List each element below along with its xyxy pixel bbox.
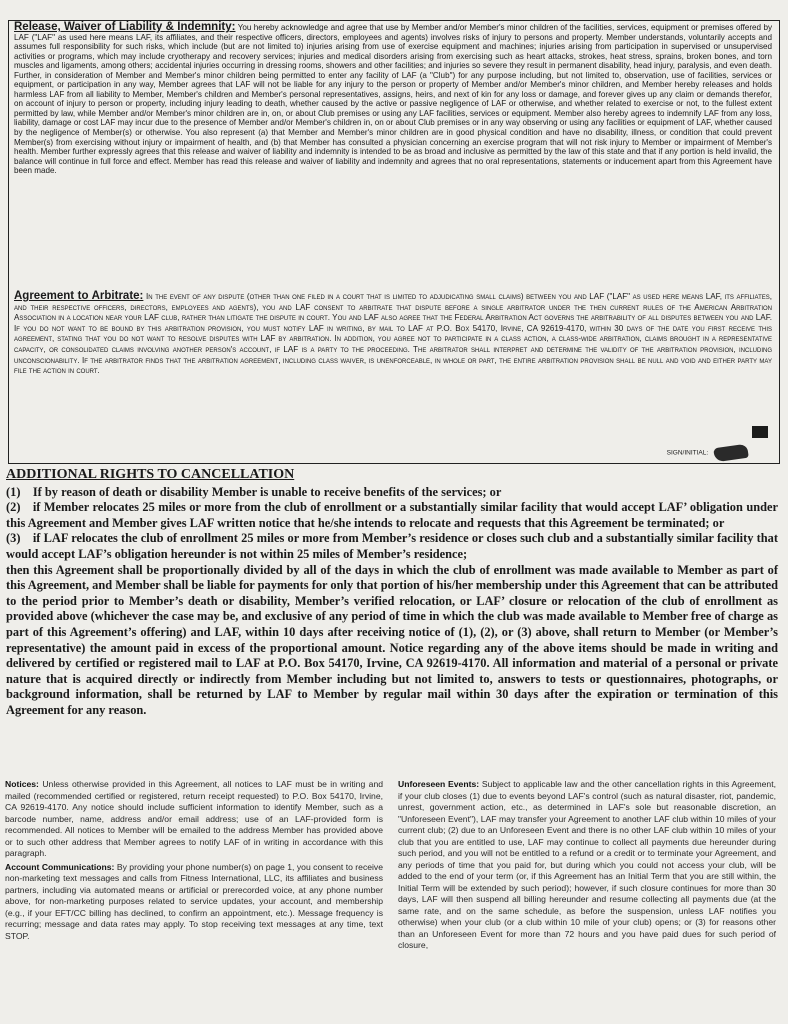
cancellation-item: (3) if LAF relocates the club of enrollment 25 miles or more from Member’s residence or closes such club and a substantially similar facility that would accept LAF’s obligation hereunder is not within 25 miles of Member’s residence;: [6, 531, 778, 561]
notices-paragraph: [5, 779, 383, 860]
arbitration-section: [14, 291, 772, 377]
cancellation-item: (1) If by reason of death or disability Member is unable to receive benefits of the services; or: [6, 484, 502, 499]
sign-initial-field[interactable]: [667, 446, 748, 460]
release-section: [14, 23, 772, 176]
redaction-mark: [752, 426, 768, 438]
communications-paragraph: [5, 862, 383, 943]
communications-body: By providing your phone number(s) on page 1, you consent to receive non-marketing text messages and calls from Fitness International, LLC, its affiliates and business partners, including via automated means or artificial or prerecorded voice, at any phone number above, for non-marketing purposes related to service updates, your account, and membership (e.g., if your EFT/CC billing has declined, to confirm an appointment, etc.). Message frequency is recurring; message and data rates may apply. To stop receiving text messages at any time, text STOP.: [5, 861, 384, 941]
notices-body: Unless otherwise provided in this Agreement, all notices to LAF must be in writing and mailed (recommended certified or registered, return receipt requested) to P.O. Box 54170, Irvine, CA 92619-4170. Any notice should include sufficient information to identify Member, such as a barcode number, name, address and/or email address; use of an LAF-provided form is recommended. All notices to Member will be emailed to the address Member has provided above or to such other address that Member agrees to notify LAF of in writing in accordance with this paragraph.: [5, 779, 383, 858]
left-column: [5, 779, 383, 944]
initials-signature: [713, 444, 749, 463]
unforeseen-paragraph: [398, 779, 776, 952]
arbitration-body: In the event of any dispute (other than one filed in a court that is limited to adjudicating small claims) between you and LAF ("LAF" as used here means LAF, its affiliates, and their respective officers, directors, employees and agents), you and LAF consent to arbitrate that dispute before a single arbitrator under the then current rules of the American Arbitration Association in a location near your LAF club, rather than litigate the dispute in court. You and LAF also agree that the Federal Arbitration Act governs the arbitrability of all disputes between you and LAF. If you do not want to be bound by this arbitration provision, you must notify LAF in writing, by mail to LAF at P.O. Box 54170, Irvine, CA 92619-4170, within 30 days of the date you first receive this agreement, stating that you do not want to resolve disputes with LAF by arbitration. In addition, you agree not to participate in a class action, a class-wide arbitration, claims brought in a representative capacity, or consolidated claims involving another person's account, if LAF is a party to the proceeding. The arbitrator shall interpret and determine the validity of the arbitration provision, including unconscionability. If the arbitrator finds that the arbitration agreement, including class waiver, is unenforceable, in whole or part, the entire arbitration provision shall be null and void and either party may file the action in court.: [14, 292, 773, 376]
notices-heading: Notices:: [5, 779, 39, 789]
right-column: [398, 779, 776, 954]
unforeseen-heading: Unforeseen Events:: [398, 779, 480, 789]
sign-initial-label: SIGN/INITIAL:: [666, 449, 709, 457]
communications-heading: Account Communications:: [5, 861, 115, 872]
unforeseen-body: Subject to applicable law and the other cancellation rights in this Agreement, if your club closes (1) due to events beyond LAF's control (such as natural disaster, riot, pandemic, unrest, government action, etc., as determined in LAF's sole but reasonable discretion, an "Unforeseen Event"), LAF may transfer your Agreement to another LAF club within 10 miles of your current club; (2) due to an Unforeseen Event and there is no other LAF club within 10 miles of your club that you are entitled to use, LAF may continue to collect all payments due hereunder during such period, and you will not be entitled to a refund or a credit or to terminate your Agreement, and any periods of time that you paid for, but during which you could not access your club, will be added to the end of your term (or, if this Agreement has an Initial Term that you are still within, the Initial Term will be extended by such period); however, if such closure continues for more than 30 days, LAF will then suspend all billing hereunder and resume collecting all payments due (at the same rate, and on the same schedule, as before the suspension, unless LAF notifies you otherwise) when your club (or a club within 10 mile of your club) opens; or (3) for reasons other than an Unforeseen Event for more than 72 hours and you have paid dues for such period of closure,: [398, 779, 776, 950]
cancellation-item: (2) if Member relocates 25 miles or more from the club of enrollment or a substantially similar facility that would accept LAF’ obligation under this Agreement and Member gives LAF written notice that he/she intends to relocate and requests that this Agreement be terminated; or: [6, 500, 778, 530]
release-heading: Release, Waiver of Liability & Indemnity:: [14, 21, 236, 33]
arbitration-heading: Agreement to Arbitrate:: [14, 290, 144, 302]
cancellation-closing: then this Agreement shall be proportionally divided by all of the days in which the club of enrollment was made available to Member as part of this Agreement, and Member shall be liable for payments for only that portion of his/her membership under this Agreement that can be attributed to the period prior to Member’s death or disability, Member’s verified relocation, or LAF’ closure or relocation of the club of enrollment as provided above (whichever the case may be, and exclusive of any period of time in which the club was made available to Member free of charge as part of this Agreement’s offering) and LAF, within 10 days after receiving notice of (1), (2), or (3) above, shall return to Member (or Member’s representative) the amount paid in excess of the proportional amount. Notice regarding any of the above items should be made in writing and delivered by certified or registered mail to LAF at P.O. Box 54170, Irvine, CA 92619-4170. All information and material of a personal or private nature that is acquired directly or indirectly from Member including but not limited to, answers to tests or questionnaires, photographs, or background information, shall be returned by LAF to Member by regular mail within 30 days after the expiration or termination of this Agreement for any reason.: [6, 562, 778, 717]
cancellation-section: [6, 467, 778, 719]
cancellation-title: ADDITIONAL RIGHTS TO CANCELLATION: [6, 467, 295, 482]
release-body: You hereby acknowledge and agree that use by Member and/or Member's minor children of the facilities, services, equipment or premises offered by LAF ("LAF" as used here means LAF, its affiliates, and their respective officers, directors, employees and agents) involves risks of injury to persons and property. Member understands, voluntarily accepts and assumes full responsibility for such risks, which include (but are not limited to) injuries arising from use of exercise equipment and machines; injuries arising from participation in supervised or unsupervised activities or programs, which may include cryotherapy and recovery services; injuries and medical disorders arising from exercising such as heart attacks, strokes, heat stress, sprains, broken bones, and torn muscles and ligaments, among others; accidental injuries occurring in dressing rooms, showers and other facilities; and injuries so severe they result in permanent disability, head injury, paralysis, and even death. Further, in consideration of Member and Member's minor children being permitted to enter any facility of LAF (a "Club") for any purpose including, but not limited to, observation, use of facilities, services or equipment, or participation in any way, Member agrees that LAF will not be liable for any injury to the person or property of Member and/or Member's minor children, and Member hereby releases and holds harmless LAF from all liability to Member, Member's children and Member's personal representatives, assigns, heirs, and next of kin for any loss or damage, and forever gives up any claim or demands therefor, on account of injury to person or property, including injury leading to death, whether caused by the active or passive negligence of LAF or otherwise, and whether related to exercise or not, to the fullest extent permitted by law, while Member and/or Member's minor children are in, on, or about Club premises or using any LAF facilities, services or equipment. Member also hereby agrees to indemnify LAF from any loss, liability, damage or cost LAF may incur due to the presence of Member and/or Member's children in, on or about Club premises or in any way observing or using any facilities or equipment of LAF, whether caused by the negligence of Member(s) or otherwise. You also represent (a) that Member and Member's minor children are in good physical condition and have no disability, illness, or condition that could prevent Member(s) from exercising without injury or impairment of health, and (b) that Member has consulted a physician concerning an exercise program that will not risk injury to Member or impairment of Member's health. Member further expressly agrees that this release and waiver of liability and indemnity is intended to be as broad and inclusive as permitted by the law of this state and that if any portion is held invalid, the balance will continue in full force and effect. Member has read this release and waiver of liability and indemnity and agrees that no oral representations, statements or inducement apart from this Agreement have been made.: [14, 23, 772, 176]
